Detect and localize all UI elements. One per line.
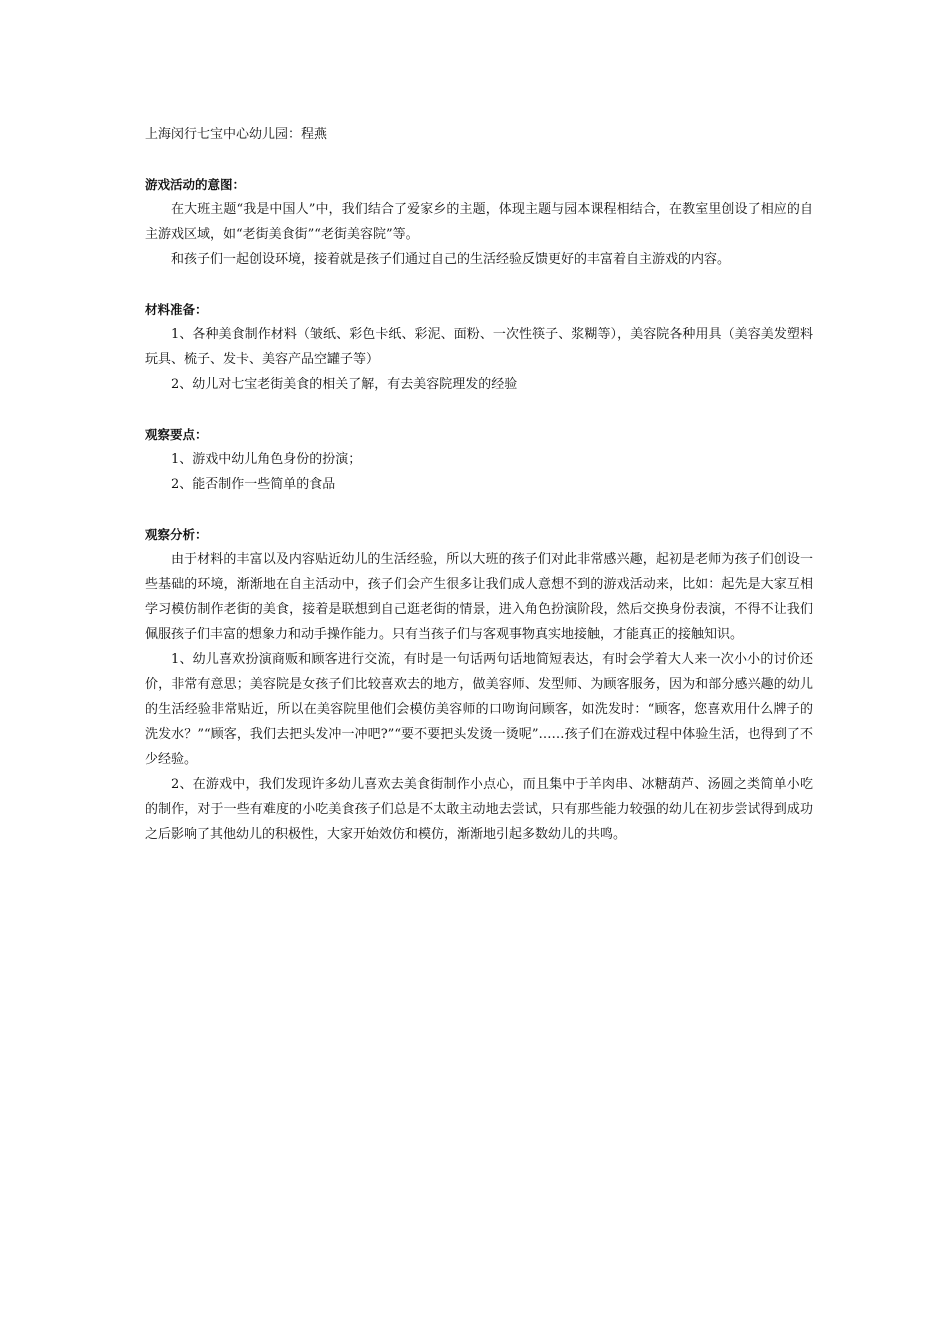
paragraph: 1、幼儿喜欢扮演商贩和顾客进行交流，有时是一句话两句话地简短表达，有时会学着大人来一次小小的讨价还价，非常有意思；美容院是女孩子们比较喜欢去的地方，做美容师、发型师、为顾客服务，因为和部分感兴趣的幼儿的生活经验非常贴近，所以在美容院里他们会模仿美容师的口吻询问顾客，如洗发时：“顾客，您喜欢用什么牌子的洗发水？”“顾客，我们去把头发冲一冲吧?”“要不要把头发烫一烫呢”……孩子们在游戏过程中体验生活，也得到了不少经验。 [145, 652, 813, 767]
paragraph: 2、能否制作一些简单的食品 [171, 477, 336, 492]
section-heading-intent: 游戏活动的意图： [145, 177, 246, 192]
paragraph: 2、在游戏中，我们发现许多幼儿喜欢去美食街制作小点心，而且集中于羊肉串、冰糖葫芦、汤圆之类简单小吃的制作，对于一些有难度的小吃美食孩子们总是不太敢主动地去尝试，只有那些能力较强的幼儿在初步尝试得到成功之后影响了其他幼儿的积极性，大家开始效仿和模仿，渐渐地引起多数幼儿的共鸣。 [145, 777, 813, 842]
paragraph: 和孩子们一起创设环境，接着就是孩子们通过自己的生活经验反馈更好的丰富着自主游戏的内容。 [171, 252, 731, 267]
section-heading-materials: 材料准备： [145, 302, 208, 317]
paragraph: 由于材料的丰富以及内容贴近幼儿的生活经验，所以大班的孩子们对此非常感兴趣，起初是老师为孩子们创设一些基础的环境，渐渐地在自主活动中，孩子们会产生很多让我们成人意想不到的游戏活动来，比如：起先是大家互相学习模仿制作老街的美食，接着是联想到自己逛老街的情景，进入角色扮演阶段，然后交换身份表演，不得不让我们佩服孩子们丰富的想象力和动手操作能力。只有当孩子们与客观事物真实地接触，才能真正的接触知识。 [145, 552, 813, 642]
paragraph: 1、游戏中幼儿角色身份的扮演； [171, 452, 362, 467]
author-line: 上海闵行七宝中心幼儿园：程燕 [145, 127, 328, 142]
paragraph: 1、各种美食制作材料（皱纸、彩色卡纸、彩泥、面粉、一次性筷子、浆糊等），美容院各种用具（美容美发塑料玩具、梳子、发卡、美容产品空罐子等） [145, 327, 813, 367]
document-body [145, 122, 813, 847]
section-observation-points [145, 422, 813, 497]
section-heading-observation-points: 观察要点： [145, 427, 208, 442]
section-observation-analysis [145, 522, 813, 847]
paragraph: 2、幼儿对七宝老街美食的相关了解，有去美容院理发的经验 [171, 377, 518, 392]
section-materials [145, 297, 813, 397]
section-intent [145, 172, 813, 272]
paragraph: 在大班主题“我是中国人”中，我们结合了爱家乡的主题，体现主题与园本课程相结合，在教室里创设了相应的自主游戏区域，如“老街美食街”“老街美容院”等。 [145, 202, 813, 242]
section-heading-observation-analysis: 观察分析： [145, 527, 208, 542]
